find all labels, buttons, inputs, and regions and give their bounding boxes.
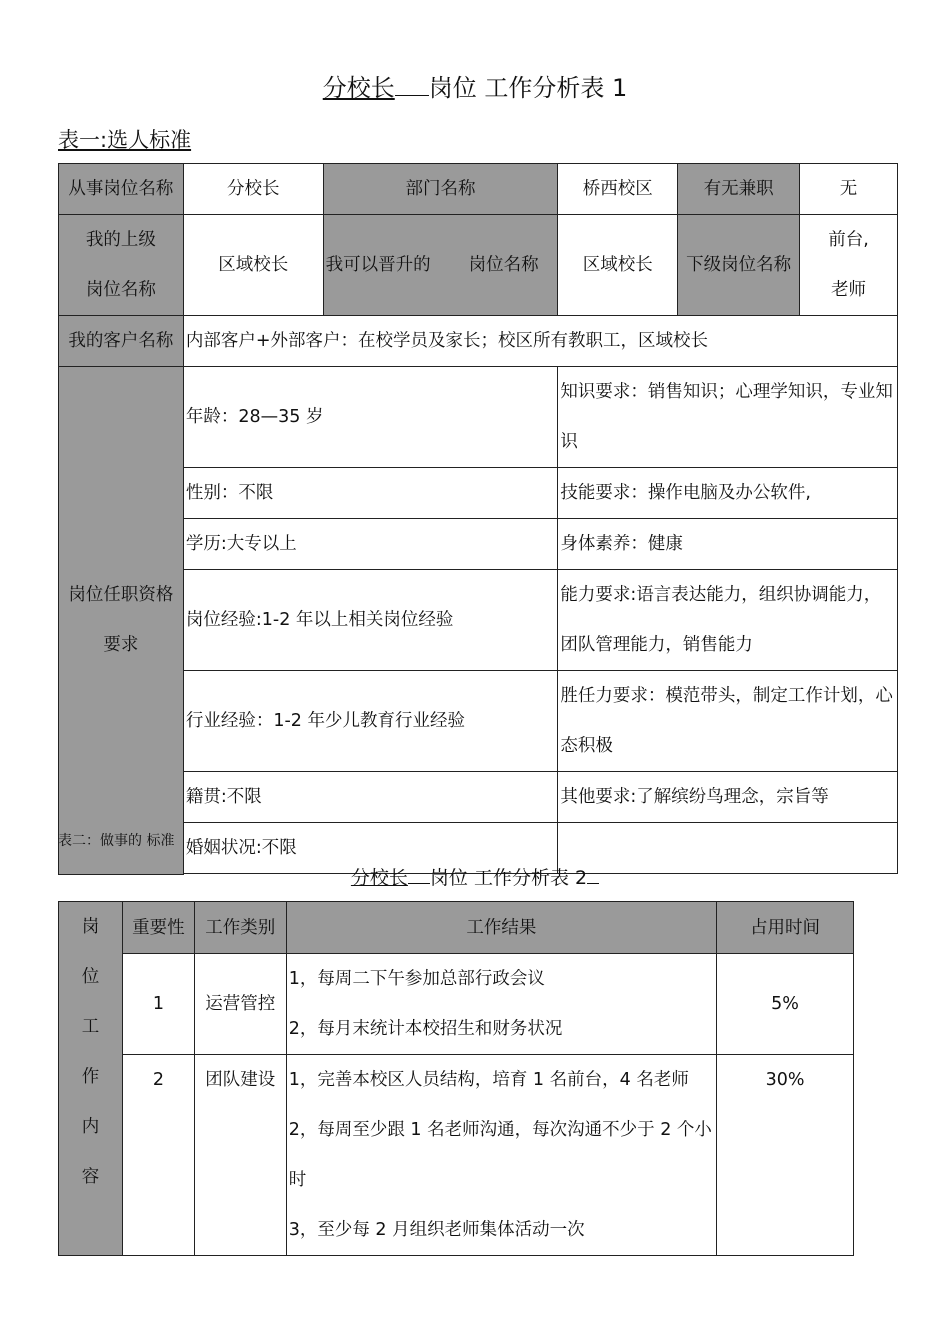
table2-title — [0, 864, 950, 892]
label-promotion-a: 我可以晋升的 — [325, 255, 431, 275]
superior-value: 区域校长 — [183, 215, 323, 316]
label-superior-line1: 我的上级 — [85, 230, 156, 250]
label-promotion — [323, 215, 558, 316]
label-position: 从事岗位名称 — [59, 164, 184, 215]
side-char: 作 — [81, 1067, 100, 1087]
header-category: 工作类别 — [194, 902, 286, 954]
title2-rest: 岗位 工作分析表 2 — [429, 867, 588, 889]
label-parttime: 有无兼职 — [678, 164, 800, 215]
label-superior — [59, 215, 184, 316]
title-rest: 岗位 工作分析表 1 — [428, 74, 628, 102]
req-right: 身体素养：健康 — [558, 519, 898, 570]
section1-heading: 表一:选人标准 — [58, 128, 192, 152]
side-char: 工 — [81, 1017, 100, 1037]
req-left: 学历:大专以上 — [183, 519, 558, 570]
header-time: 占用时间 — [717, 902, 854, 954]
req-left: 籍贯:不限 — [183, 772, 558, 823]
label-promotion-b: 岗位名称 — [468, 255, 539, 275]
label-requirements — [59, 367, 184, 875]
side-char: 位 — [81, 967, 100, 987]
req-left: 行业经验：1-2 年少儿教育行业经验 — [183, 671, 558, 772]
subordinate-line1: 前台, — [828, 230, 869, 250]
req-left: 年龄：28—35 岁 — [183, 367, 558, 468]
row-category: 团队建设 — [194, 1055, 286, 1256]
req-right: 其他要求:了解缤纷鸟理念，宗旨等 — [558, 772, 898, 823]
row-importance: 2 — [122, 1055, 194, 1256]
title2-role: 分校长 — [350, 867, 408, 889]
label-superior-line2: 岗位名称 — [85, 280, 156, 300]
position-value: 分校长 — [183, 164, 323, 215]
row-results — [286, 1055, 716, 1256]
row-importance: 1 — [122, 954, 194, 1055]
side-char: 岗 — [81, 917, 100, 937]
job-content-table — [58, 901, 854, 1256]
side-char: 内 — [81, 1117, 100, 1137]
req-right: 知识要求：销售知识；心理学知识，专业知识 — [558, 367, 898, 468]
title-blank — [395, 75, 429, 96]
row-results — [286, 954, 716, 1055]
req-right: 技能要求：操作电脑及办公软件, — [558, 468, 898, 519]
title2-trailing-blank — [587, 867, 599, 884]
req-left: 岗位经验:1-2 年以上相关岗位经验 — [183, 570, 558, 671]
req-right: 能力要求:语言表达能力，组织协调能力，团队管理能力，销售能力 — [558, 570, 898, 671]
subordinate-value — [800, 215, 898, 316]
subordinate-line2: 老师 — [831, 280, 867, 300]
promotion-value: 区域校长 — [558, 215, 678, 316]
title2-blank — [408, 867, 430, 884]
result-item: 1，每周二下午参加总部行政会议 — [288, 969, 545, 989]
result-item: 2，每月末统计本校招生和财务状况 — [288, 1019, 563, 1039]
side-label — [59, 902, 123, 1256]
label-subordinate: 下级岗位名称 — [678, 215, 800, 316]
result-item: 2，每周至少跟 1 名老师沟通，每次沟通不少于 2 个小时 — [288, 1120, 712, 1190]
label-requirements-line2: 要求 — [103, 635, 139, 656]
label-department: 部门名称 — [323, 164, 558, 215]
section2-heading: 表二：做事的 标准 — [58, 833, 175, 849]
side-char: 容 — [81, 1167, 100, 1187]
title-role: 分校长 — [322, 74, 395, 102]
parttime-value: 无 — [800, 164, 898, 215]
req-left: 性别：不限 — [183, 468, 558, 519]
result-item: 1，完善本校区人员结构，培育 1 名前台，4 名老师 — [288, 1070, 689, 1090]
clients-value: 内部客户+外部客户：在校学员及家长；校区所有教职工，区域校长 — [183, 316, 897, 367]
header-importance: 重要性 — [122, 902, 194, 954]
page-title — [0, 70, 950, 106]
result-item: 3，至少每 2 月组织老师集体活动一次 — [288, 1220, 585, 1240]
label-requirements-line1: 岗位任职资格 — [68, 585, 174, 606]
row-category: 运营管控 — [194, 954, 286, 1055]
header-results: 工作结果 — [286, 902, 716, 954]
row-time: 30% — [717, 1055, 854, 1256]
selection-criteria-table — [58, 163, 898, 875]
department-value: 桥西校区 — [558, 164, 678, 215]
label-clients: 我的客户名称 — [59, 316, 184, 367]
row-time: 5% — [717, 954, 854, 1055]
req-right: 胜任力要求：模范带头，制定工作计划，心态积极 — [558, 671, 898, 772]
req-left: 婚姻状况:不限 — [183, 823, 558, 874]
